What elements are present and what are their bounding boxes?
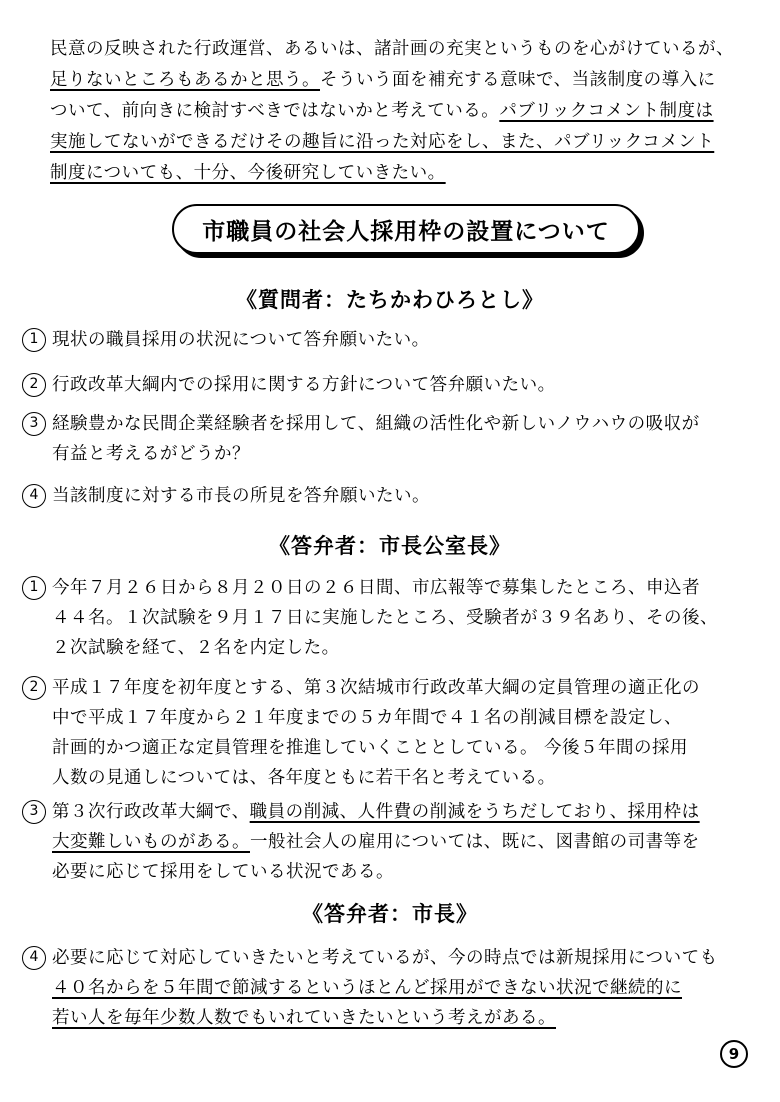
underlined-text: 職員の削減、人件費の削減をうちだしており、採用枠は [249, 802, 700, 822]
question-item-3: 3 経験豊かな民間企業経験者を採用して、組織の活性化や新しいノウハウの吸収が 有益と考えるがどうか？ [22, 409, 767, 469]
text-line: 足りないところもあるかと思う。そういう面を補充する意味で、当該制度の導入に [50, 70, 716, 90]
section-title: 市職員の社会人採用枠の設置について [172, 204, 640, 254]
circled-number: 4 [22, 484, 46, 508]
underlined-text: 大変難しいものがある。 [52, 832, 250, 852]
answer-item-1: 1 今年７月２６日から８月２０日の２６日間、市広報等で募集したところ、申込者 ４４名。１次試験を９月１７日に実施したところ、受験者が３９名あり、その後、 ２次試験を経て、２名を内定した。 [22, 573, 767, 663]
text-line: ついて、前向きに検討すべきではないかと考えている。パブリックコメント制度は [50, 101, 714, 121]
circled-number: 1 [22, 576, 46, 600]
answer-item-2: 2 平成１７年度を初年度とする、第３次結城市行政改革大綱の定員管理の適正化の 中で平成１７年度から２１年度までの５カ年間で４１名の削減目標を設定し、 計画的かつ適正な定員管理を推進していくこととしている。 今後５年間の採用 人数の見通しについては、各年度ともに若干名と考えている。 [22, 673, 767, 793]
circled-number: 3 [22, 412, 46, 436]
page-number: 9 [720, 1040, 748, 1068]
circled-number: 2 [22, 373, 46, 397]
underlined-text: ４０名からを５年間で節減するというほとんど採用ができない状況で継続的に [52, 978, 682, 998]
answer-item-3: 3 第３次行政改革大綱で、職員の削減、人件費の削減をうちだしており、採用枠は 大変難しいものがある。一般社会人の雇用については、既に、図書館の司書等を 必要に応じて採用をしている状況である。 [22, 797, 767, 887]
question-item-1: 1 現状の職員採用の状況について答弁願いたい。 [22, 325, 767, 355]
questioner-heading: 《質問者：たちかわひろとし》 [236, 288, 544, 312]
circled-number: 2 [22, 676, 46, 700]
underlined-text: パブリックコメント制度は [499, 101, 714, 121]
circled-number: 4 [22, 946, 46, 970]
intro-paragraph [50, 34, 765, 189]
text-line: 民意の反映された行政運営、あるいは、諸計画の充実というものを心がけているが、 [50, 39, 734, 59]
question-item-2: 2 行政改革大綱内での採用に関する方針について答弁願いたい。 [22, 370, 767, 400]
question-item-4: 4 当該制度に対する市長の所見を答弁願いたい。 [22, 481, 767, 511]
underlined-text: 実施してないができるだけその趣旨に沿った対応をし、また、パブリックコメント [50, 132, 715, 152]
answerer-heading-mayor: 《答弁者：市長》 [302, 902, 478, 926]
underlined-text: 足りないところもあるかと思う。 [50, 70, 320, 90]
answerer-heading: 《答弁者：市長公室長》 [269, 534, 511, 558]
text-line [50, 127, 765, 158]
circled-number: 3 [22, 800, 46, 824]
answer-item-4: 4 必要に応じて対応していきたいと考えているが、今の時点では新規採用についても ４０名からを５年間で節減するというほとんど採用ができない状況で継続的に 若い人を毎年少数人数でもいれていきたいという考えがある。 [22, 943, 767, 1033]
underlined-text: 若い人を毎年少数人数でもいれていきたいという考えがある。 [52, 1008, 556, 1028]
circled-number: 1 [22, 328, 46, 352]
underlined-text: 制度についても、十分、今後研究していきたい。 [50, 163, 446, 183]
text-line [50, 158, 765, 189]
